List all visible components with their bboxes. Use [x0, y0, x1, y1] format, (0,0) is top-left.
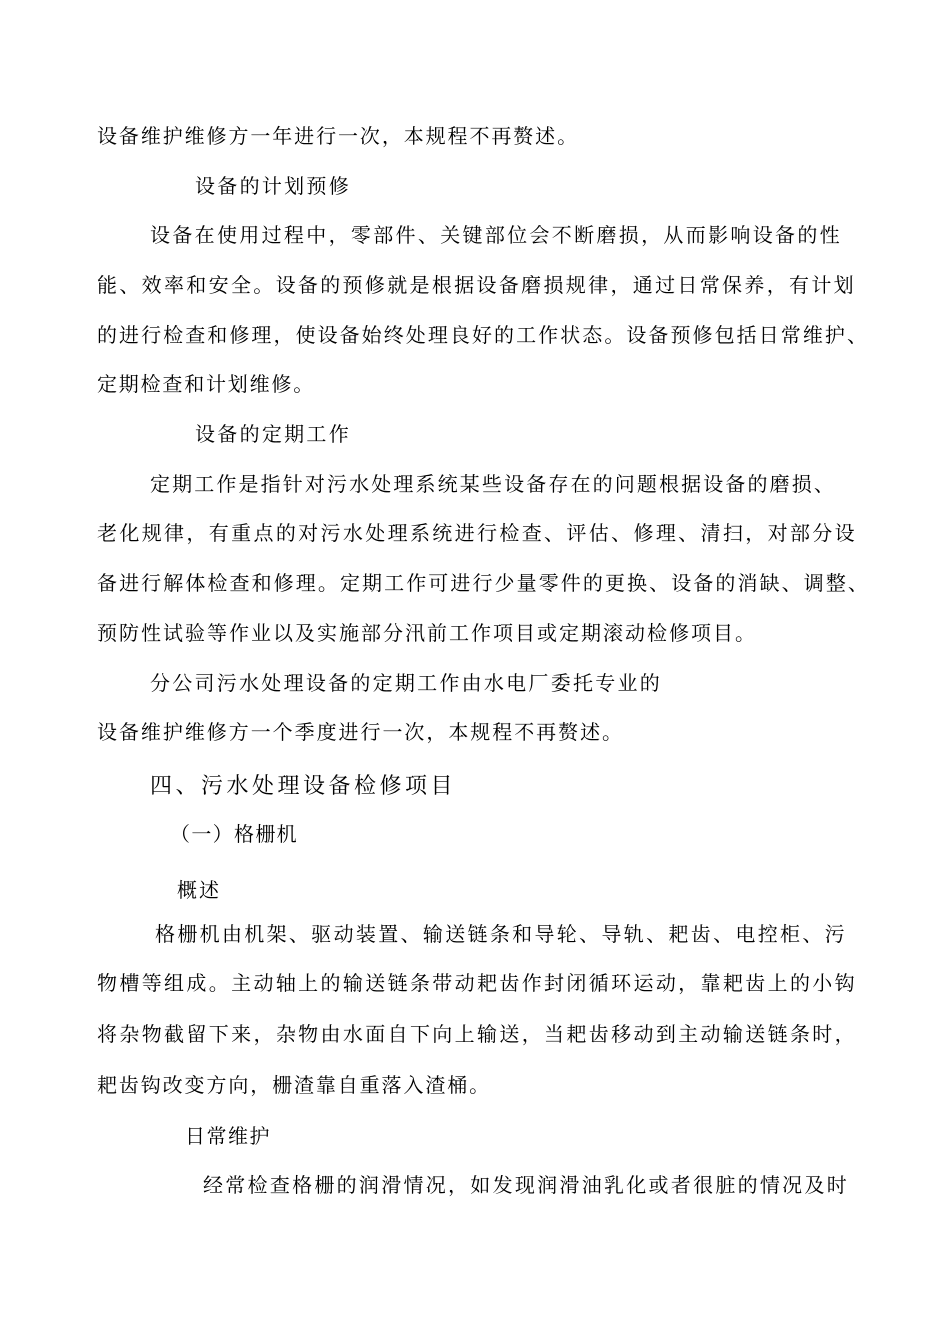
text-line: 老化规律，有重点的对污水处理系统进行检查、评估、修理、清扫，对部分设: [97, 521, 857, 545]
text-line: 设备维护维修方一个季度进行一次，本规程不再赘述。: [97, 720, 624, 744]
text-line: 定期工作是指针对污水处理系统某些设备存在的问题根据设备的磨损、: [150, 472, 836, 496]
chapter-heading: 四、污水处理设备检修项目: [150, 774, 456, 799]
section-heading: 设备的定期工作: [195, 422, 351, 446]
text-line: 经常检查格栅的润滑情况，如发现润滑油乳化或者很脏的情况及时: [203, 1173, 849, 1197]
text-line: 分公司污水处理设备的定期工作由水电厂委托专业的: [150, 671, 662, 695]
text-line: 将杂物截留下来，杂物由水面自下向上输送，当耙齿移动到主动输送链条时，: [97, 1022, 857, 1046]
section-heading: 设备的计划预修: [195, 174, 351, 198]
text-line: 物槽等组成。主动轴上的输送链条带动耙齿作封闭循环运动，靠耙齿上的小钩: [97, 971, 857, 995]
text-line: 设备维护维修方一年进行一次，本规程不再赘述。: [97, 124, 579, 148]
text-line: 格栅机由机架、驱动装置、输送链条和导轮、导轨、耙齿、电控柜、污: [155, 922, 847, 946]
text-line: 耙齿钩改变方向，栅渣靠自重落入渣桶。: [97, 1073, 491, 1097]
text-line: 的进行检查和修理，使设备始终处理良好的工作状态。设备预修包括日常维护、: [97, 323, 869, 347]
subsection-heading: （一）格栅机: [170, 822, 298, 846]
section-heading: 概述: [177, 878, 221, 902]
text-line: 定期检查和计划维修。: [97, 372, 315, 396]
text-line: 备进行解体检查和修理。定期工作可进行少量零件的更换、设备的消缺、调整、: [97, 571, 870, 595]
text-line: 能、效率和安全。设备的预修就是根据设备磨损规律，通过日常保养，有计划: [97, 273, 856, 297]
text-line: 设备在使用过程中，零部件、关键部位会不断磨损，从而影响设备的性: [150, 223, 842, 247]
text-line: 预防性试验等作业以及实施部分汛前工作项目或定期滚动检修项目。: [97, 621, 757, 645]
section-heading: 日常维护: [185, 1124, 271, 1148]
